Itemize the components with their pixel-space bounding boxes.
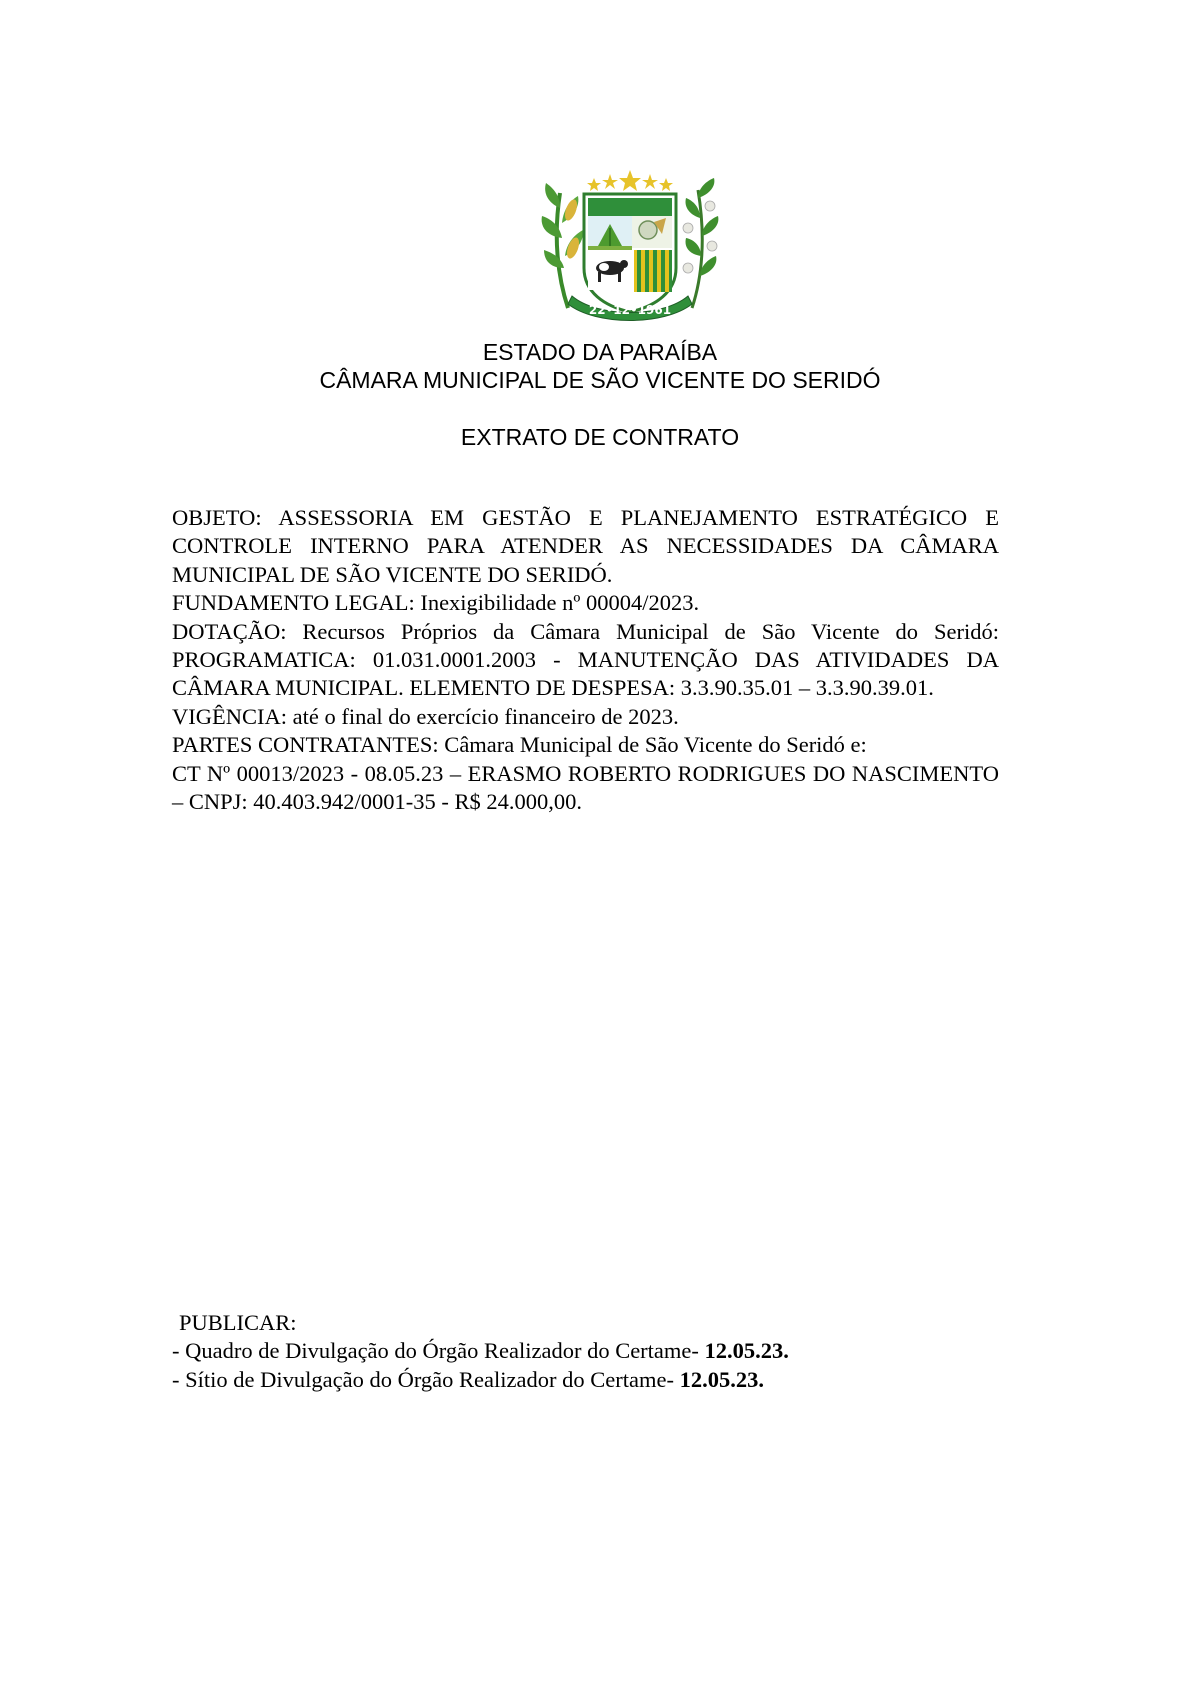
contract-extract-body bbox=[172, 504, 999, 816]
vigencia-paragraph: VIGÊNCIA: até o final do exercício financeiro de 2023. bbox=[172, 703, 679, 729]
publish-item bbox=[172, 1366, 999, 1394]
publish-heading: PUBLICAR: bbox=[179, 1310, 297, 1335]
crest-date-ribbon: 22•12•1961 bbox=[588, 303, 672, 317]
objeto-paragraph: OBJETO: ASSESSORIA EM GESTÃO E PLANEJAMENTO ESTRATÉGICO E CONTROLE INTERNO PARA ATENDER AS NECESSIDADES DA CÂMARA MUNICIPAL DE SÃO VICENTE DO SERIDÓ. bbox=[172, 505, 999, 587]
document-title: EXTRATO DE CONTRATO bbox=[460, 424, 740, 450]
publish-section bbox=[172, 1309, 999, 1394]
publish-item-date: 12.05.23. bbox=[704, 1338, 789, 1364]
contrato-paragraph: CT Nº 00013/2023 - 08.05.23 – ERASMO ROBERTO RODRIGUES DO NASCIMENTO – CNPJ: 40.403.942/0001-35 - R$ 24.000,00. bbox=[172, 760, 999, 815]
publish-item-text: - Sítio de Divulgação do Órgão Realizador do Certame- bbox=[172, 1366, 680, 1392]
partes-paragraph: PARTES CONTRATANTES: Câmara Municipal de São Vicente do Seridó e: bbox=[172, 732, 867, 758]
publish-item-date: 12.05.23. bbox=[679, 1366, 764, 1392]
chamber-heading: CÂMARA MUNICIPAL DE SÃO VICENTE DO SERIDÓ bbox=[319, 367, 881, 393]
publish-item-text: - Quadro de Divulgação do Órgão Realizador do Certame- bbox=[172, 1338, 705, 1364]
dotacao-paragraph: DOTAÇÃO: Recursos Próprios da Câmara Municipal de São Vicente do Seridó: PROGRAMATICA: 01.031.0001.2003 - MANUTENÇÃO DAS ATIVIDADES DA CÂMARA MUNICIPAL. ELEMENTO DE DESPESA: 3.3.90.35.01 – 3.3.90.39.01. bbox=[172, 618, 999, 701]
municipal-crest-icon bbox=[538, 168, 722, 323]
state-heading: ESTADO DA PARAÍBA bbox=[482, 339, 718, 365]
publish-item bbox=[172, 1337, 999, 1365]
fundamento-legal-paragraph: FUNDAMENTO LEGAL: Inexigibilidade nº 00004/2023. bbox=[172, 590, 700, 616]
